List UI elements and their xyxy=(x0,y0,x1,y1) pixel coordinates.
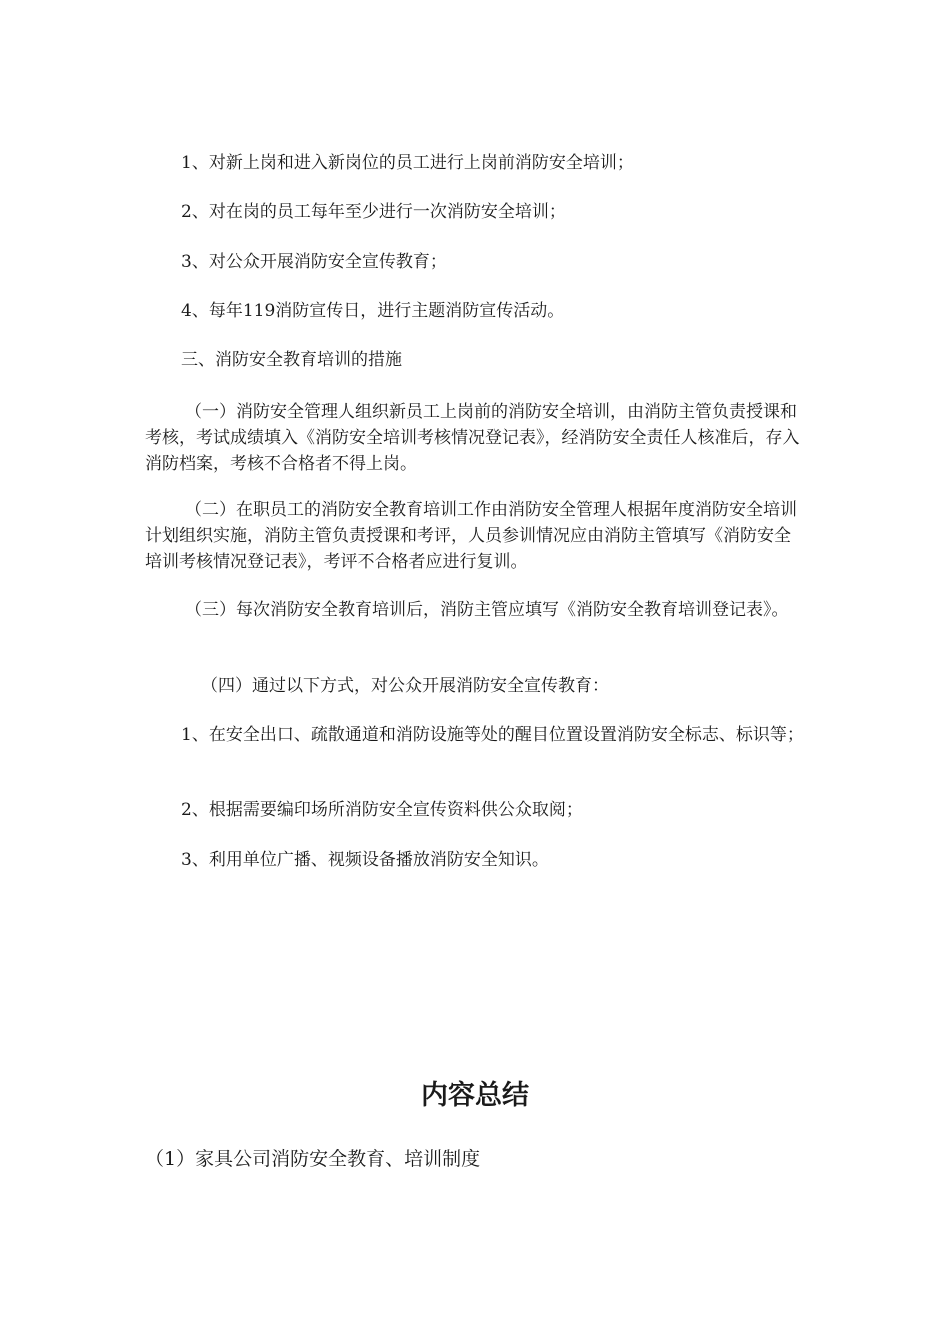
section-heading-measures: 三、消防安全教育培训的措施 xyxy=(181,350,402,370)
paragraph-measure-3: （三）每次消防安全教育培训后，消防主管应填写《消防安全教育培训登记表》。 xyxy=(185,600,789,620)
paragraph-item-1: 1、对新上岗和进入新岗位的员工进行上岗前消防安全培训； xyxy=(181,153,634,173)
paragraph-item-2: 2、对在岗的员工每年至少进行一次消防安全培训； xyxy=(181,202,566,222)
paragraph-measure-2: （二）在职员工的消防安全教育培训工作由消防安全管理人根据年度消防安全培训计划组织实施，消防主管负责授课和考评，人员参训情况应由消防主管填写《消防安全培训考核情况登记表》，考评不合格者应进行复训。 xyxy=(145,500,797,572)
summary-title: 内容总结 xyxy=(421,1080,529,1111)
paragraph-measure-1: （一）消防安全管理人组织新员工上岗前的消防安全培训，由消防主管负责授课和考核，考试成绩填入《消防安全培训考核情况登记表》，经消防安全责任人核准后，存入消防档案，考核不合格者不得上岗。 xyxy=(145,402,800,474)
paragraph-public-1: 1、在安全出口、疏散通道和消防设施等处的醒目位置设置消防安全标志、标识等； xyxy=(181,725,804,745)
paragraph-public-2: 2、根据需要编印场所消防安全宣传资料供公众取阅； xyxy=(181,800,583,820)
paragraph-item-3: 3、对公众开展消防安全宣传教育； xyxy=(181,252,447,272)
summary-item: （1）家具公司消防安全教育、培训制度 xyxy=(145,1148,481,1170)
paragraph-public-3: 3、利用单位广播、视频设备播放消防安全知识。 xyxy=(181,850,549,870)
paragraph-measure-4: （四）通过以下方式，对公众开展消防安全宣传教育： xyxy=(201,676,609,696)
paragraph-item-4: 4、每年119消防宣传日，进行主题消防宣传活动。 xyxy=(181,301,565,321)
